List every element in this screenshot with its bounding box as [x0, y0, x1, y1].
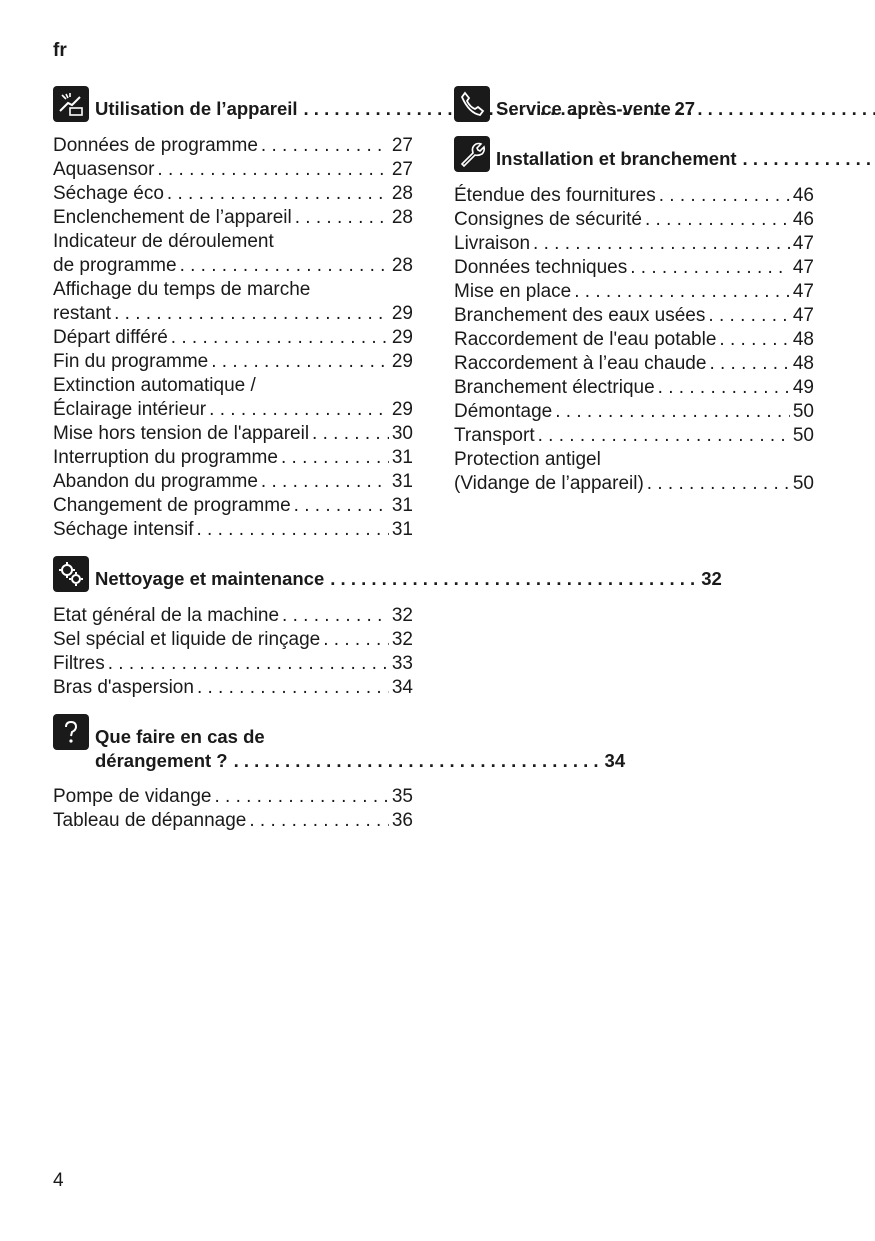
toc-entry[interactable]	[454, 352, 814, 376]
leader-dots	[209, 398, 389, 422]
toc-entry-page-number: 46	[792, 185, 814, 206]
hand-appliance-icon	[53, 86, 89, 122]
leader-dots	[295, 206, 389, 230]
leader-dots	[538, 424, 790, 448]
toc-entry[interactable]	[53, 628, 413, 652]
leader-dots	[234, 749, 599, 773]
toc-entry-text: Éclairage intérieur	[53, 399, 207, 420]
toc-entry[interactable]	[53, 326, 413, 350]
toc-entry-page-number: 29	[391, 327, 413, 348]
leader-dots	[677, 97, 875, 121]
toc-entry[interactable]	[53, 494, 413, 518]
section-title-text: dérangement ?	[95, 750, 228, 771]
section-title	[496, 136, 875, 171]
toc-entry-text: Filtres	[53, 653, 105, 674]
toc-entry-text: Bras d'aspersion	[53, 677, 194, 698]
leader-dots	[574, 280, 790, 304]
toc-entry[interactable]	[53, 158, 413, 182]
toc-entry[interactable]	[454, 376, 814, 400]
leader-dots	[708, 304, 789, 328]
toc-entry[interactable]	[454, 304, 814, 328]
section-heading[interactable]	[454, 136, 814, 172]
leader-dots	[630, 256, 790, 280]
toc-section	[454, 136, 814, 496]
leader-dots	[709, 352, 789, 376]
toc-entry[interactable]	[454, 232, 814, 256]
leader-dots	[249, 809, 389, 833]
section-title-text: Nettoyage et maintenance	[95, 568, 325, 589]
phone-icon	[454, 86, 490, 122]
toc-entry-page-number: 48	[792, 353, 814, 374]
toc-entry-page-number: 31	[391, 495, 413, 516]
toc-entry-text: Pompe de vidange	[53, 786, 212, 807]
toc-entry-text: Fin du programme	[53, 351, 209, 372]
toc-entry-page-number: 34	[391, 677, 413, 698]
toc-entry-text-line: Affichage du temps de marche	[53, 279, 311, 300]
language-code: fr	[53, 40, 67, 61]
toc-entry-page-number: 28	[391, 207, 413, 228]
toc-entry-page-number: 27	[391, 159, 413, 180]
toc-entry-page-number: 36	[391, 810, 413, 831]
toc-entry-page-number: 32	[391, 605, 413, 626]
toc-entry[interactable]	[53, 446, 413, 470]
toc-entry-text: Aquasensor	[53, 159, 155, 180]
toc-entry[interactable]	[454, 400, 814, 424]
toc-entry[interactable]	[53, 652, 413, 676]
question-icon	[53, 714, 89, 750]
leader-dots	[108, 652, 389, 676]
page-number: 4	[53, 1170, 64, 1191]
toc-entry-text: Données techniques	[454, 257, 628, 278]
toc-entry-text-line: Extinction automatique /	[53, 375, 256, 396]
toc-entry-text-line: Protection antigel	[454, 449, 601, 470]
toc-entry-page-number: 47	[792, 233, 814, 254]
leader-dots	[645, 208, 790, 232]
leader-dots	[330, 567, 695, 591]
leader-dots	[659, 184, 790, 208]
leader-dots	[533, 232, 790, 256]
toc-entry-page-number: 50	[792, 425, 814, 446]
toc-entry-page-number: 47	[792, 257, 814, 278]
toc-entry-text: Interruption du programme	[53, 447, 278, 468]
toc-entry[interactable]	[454, 280, 814, 304]
toc-entry-page-number: 35	[391, 786, 413, 807]
leader-dots	[167, 182, 389, 206]
toc-entry[interactable]	[454, 184, 814, 208]
section-heading[interactable]	[454, 86, 814, 122]
toc-entry[interactable]	[53, 604, 413, 628]
section-page-number: 32	[701, 568, 722, 589]
toc-entry-page-number: 47	[792, 305, 814, 326]
toc-section	[454, 86, 814, 122]
toc-entry-text: Démontage	[454, 401, 553, 422]
leader-dots	[647, 472, 790, 496]
leader-dots	[323, 628, 389, 652]
section-title-text: Installation et branchement	[496, 148, 737, 169]
leader-dots	[171, 326, 389, 350]
toc-entry-page-number: 47	[792, 281, 814, 302]
toc-entry-text: Consignes de sécurité	[454, 209, 642, 230]
toc-column-right	[454, 86, 814, 510]
toc-entry-text: Étendue des fournitures	[454, 185, 656, 206]
leader-dots	[719, 328, 789, 352]
gears-icon	[53, 556, 89, 592]
leader-dots	[294, 494, 389, 518]
section-title	[496, 86, 875, 121]
toc-entry-text: Sel spécial et liquide de rinçage	[53, 629, 321, 650]
toc-entry[interactable]	[53, 785, 413, 809]
toc-entry[interactable]	[454, 256, 814, 280]
toc-entry-page-number: 50	[792, 401, 814, 422]
toc-entry-text-line: Indicateur de déroulement	[53, 231, 274, 252]
toc-entry[interactable]	[454, 448, 814, 496]
leader-dots	[282, 604, 389, 628]
toc-entry[interactable]	[53, 278, 413, 326]
toc-entry-text: Données de programme	[53, 135, 258, 156]
toc-entry-page-number: 30	[391, 423, 413, 444]
toc-entry-page-number: 31	[391, 447, 413, 468]
section-title	[95, 556, 722, 591]
section-page-number: 34	[604, 750, 626, 771]
toc-entry-text: Séchage intensif	[53, 519, 194, 540]
toc-entry-text: Mise en place	[454, 281, 572, 302]
toc-entry-page-number: 31	[391, 519, 413, 540]
toc-entry-page-number: 31	[391, 471, 413, 492]
section-title-text: Service après-vente	[496, 98, 671, 119]
toc-entry[interactable]	[53, 206, 413, 230]
toc-entry-page-number: 29	[391, 351, 413, 372]
toc-entry-page-number: 48	[792, 329, 814, 350]
leader-dots	[214, 785, 388, 809]
leader-dots	[658, 376, 790, 400]
toc-entry[interactable]	[53, 809, 413, 833]
wrench-icon	[454, 136, 490, 172]
toc-entry[interactable]	[53, 518, 413, 542]
leader-dots	[211, 350, 389, 374]
section-heading[interactable]	[53, 556, 722, 592]
leader-dots	[743, 147, 875, 171]
toc-entry[interactable]	[454, 208, 814, 232]
leader-dots	[312, 422, 389, 446]
toc-entry-page-number: 27	[391, 135, 413, 156]
toc-entry-text: Enclenchement de l’appareil	[53, 207, 292, 228]
toc-entry-text: restant	[53, 303, 112, 324]
toc-entry-text: Livraison	[454, 233, 531, 254]
toc-entry-text: Changement de programme	[53, 495, 291, 516]
section-title-text: Que faire en cas de	[95, 726, 265, 747]
toc-entry-text: Mise hors tension de l'appareil	[53, 423, 310, 444]
toc-entry[interactable]	[53, 182, 413, 206]
toc-entry[interactable]	[53, 422, 413, 446]
leader-dots	[157, 158, 388, 182]
toc-entry-text: (Vidange de l’appareil)	[454, 473, 644, 494]
toc-section	[53, 714, 626, 833]
toc-entry-text: Séchage éco	[53, 183, 164, 204]
leader-dots	[555, 400, 790, 424]
toc-entry-text: Branchement des eaux usées	[454, 305, 706, 326]
toc-entry[interactable]	[53, 374, 413, 422]
toc-entry-page-number: 29	[391, 399, 413, 420]
toc-entry-text: de programme	[53, 255, 177, 276]
toc-entry-page-number: 29	[391, 303, 413, 324]
toc-entry-text: Raccordement de l'eau potable	[454, 329, 717, 350]
toc-entry[interactable]	[53, 350, 413, 374]
toc-entry-text: Raccordement à l’eau chaude	[454, 353, 707, 374]
toc-entry-page-number: 46	[792, 209, 814, 230]
section-page-number: 27	[674, 98, 696, 119]
section-title-text: Utilisation de l’appareil	[95, 98, 298, 119]
toc-entry-page-number: 28	[391, 255, 413, 276]
toc-entry-page-number: 28	[391, 183, 413, 204]
toc-entry-page-number: 50	[792, 473, 814, 494]
toc-entry[interactable]	[53, 230, 413, 278]
toc-entry-page-number: 49	[792, 377, 814, 398]
leader-dots	[114, 302, 389, 326]
toc-entry-text: Branchement électrique	[454, 377, 655, 398]
toc-entry[interactable]	[53, 470, 413, 494]
section-title	[95, 714, 625, 773]
leader-dots	[281, 446, 389, 470]
leader-dots	[197, 518, 389, 542]
toc-entry-text: Départ différé	[53, 327, 168, 348]
toc-entry[interactable]	[53, 676, 413, 700]
toc-entry-page-number: 32	[391, 629, 413, 650]
toc-entry-text: Abandon du programme	[53, 471, 258, 492]
toc-entry-text: Etat général de la machine	[53, 605, 280, 626]
toc-entry-text: Tableau de dépannage	[53, 810, 247, 831]
toc-entry[interactable]	[454, 424, 814, 448]
leader-dots	[261, 134, 389, 158]
toc-entry[interactable]	[53, 134, 413, 158]
toc-entry-page-number: 33	[391, 653, 413, 674]
leader-dots	[261, 470, 389, 494]
leader-dots	[180, 254, 389, 278]
section-heading[interactable]	[53, 714, 626, 773]
toc-entry-text: Transport	[454, 425, 535, 446]
toc-section	[53, 556, 722, 700]
leader-dots	[197, 676, 389, 700]
toc-entry[interactable]	[454, 328, 814, 352]
